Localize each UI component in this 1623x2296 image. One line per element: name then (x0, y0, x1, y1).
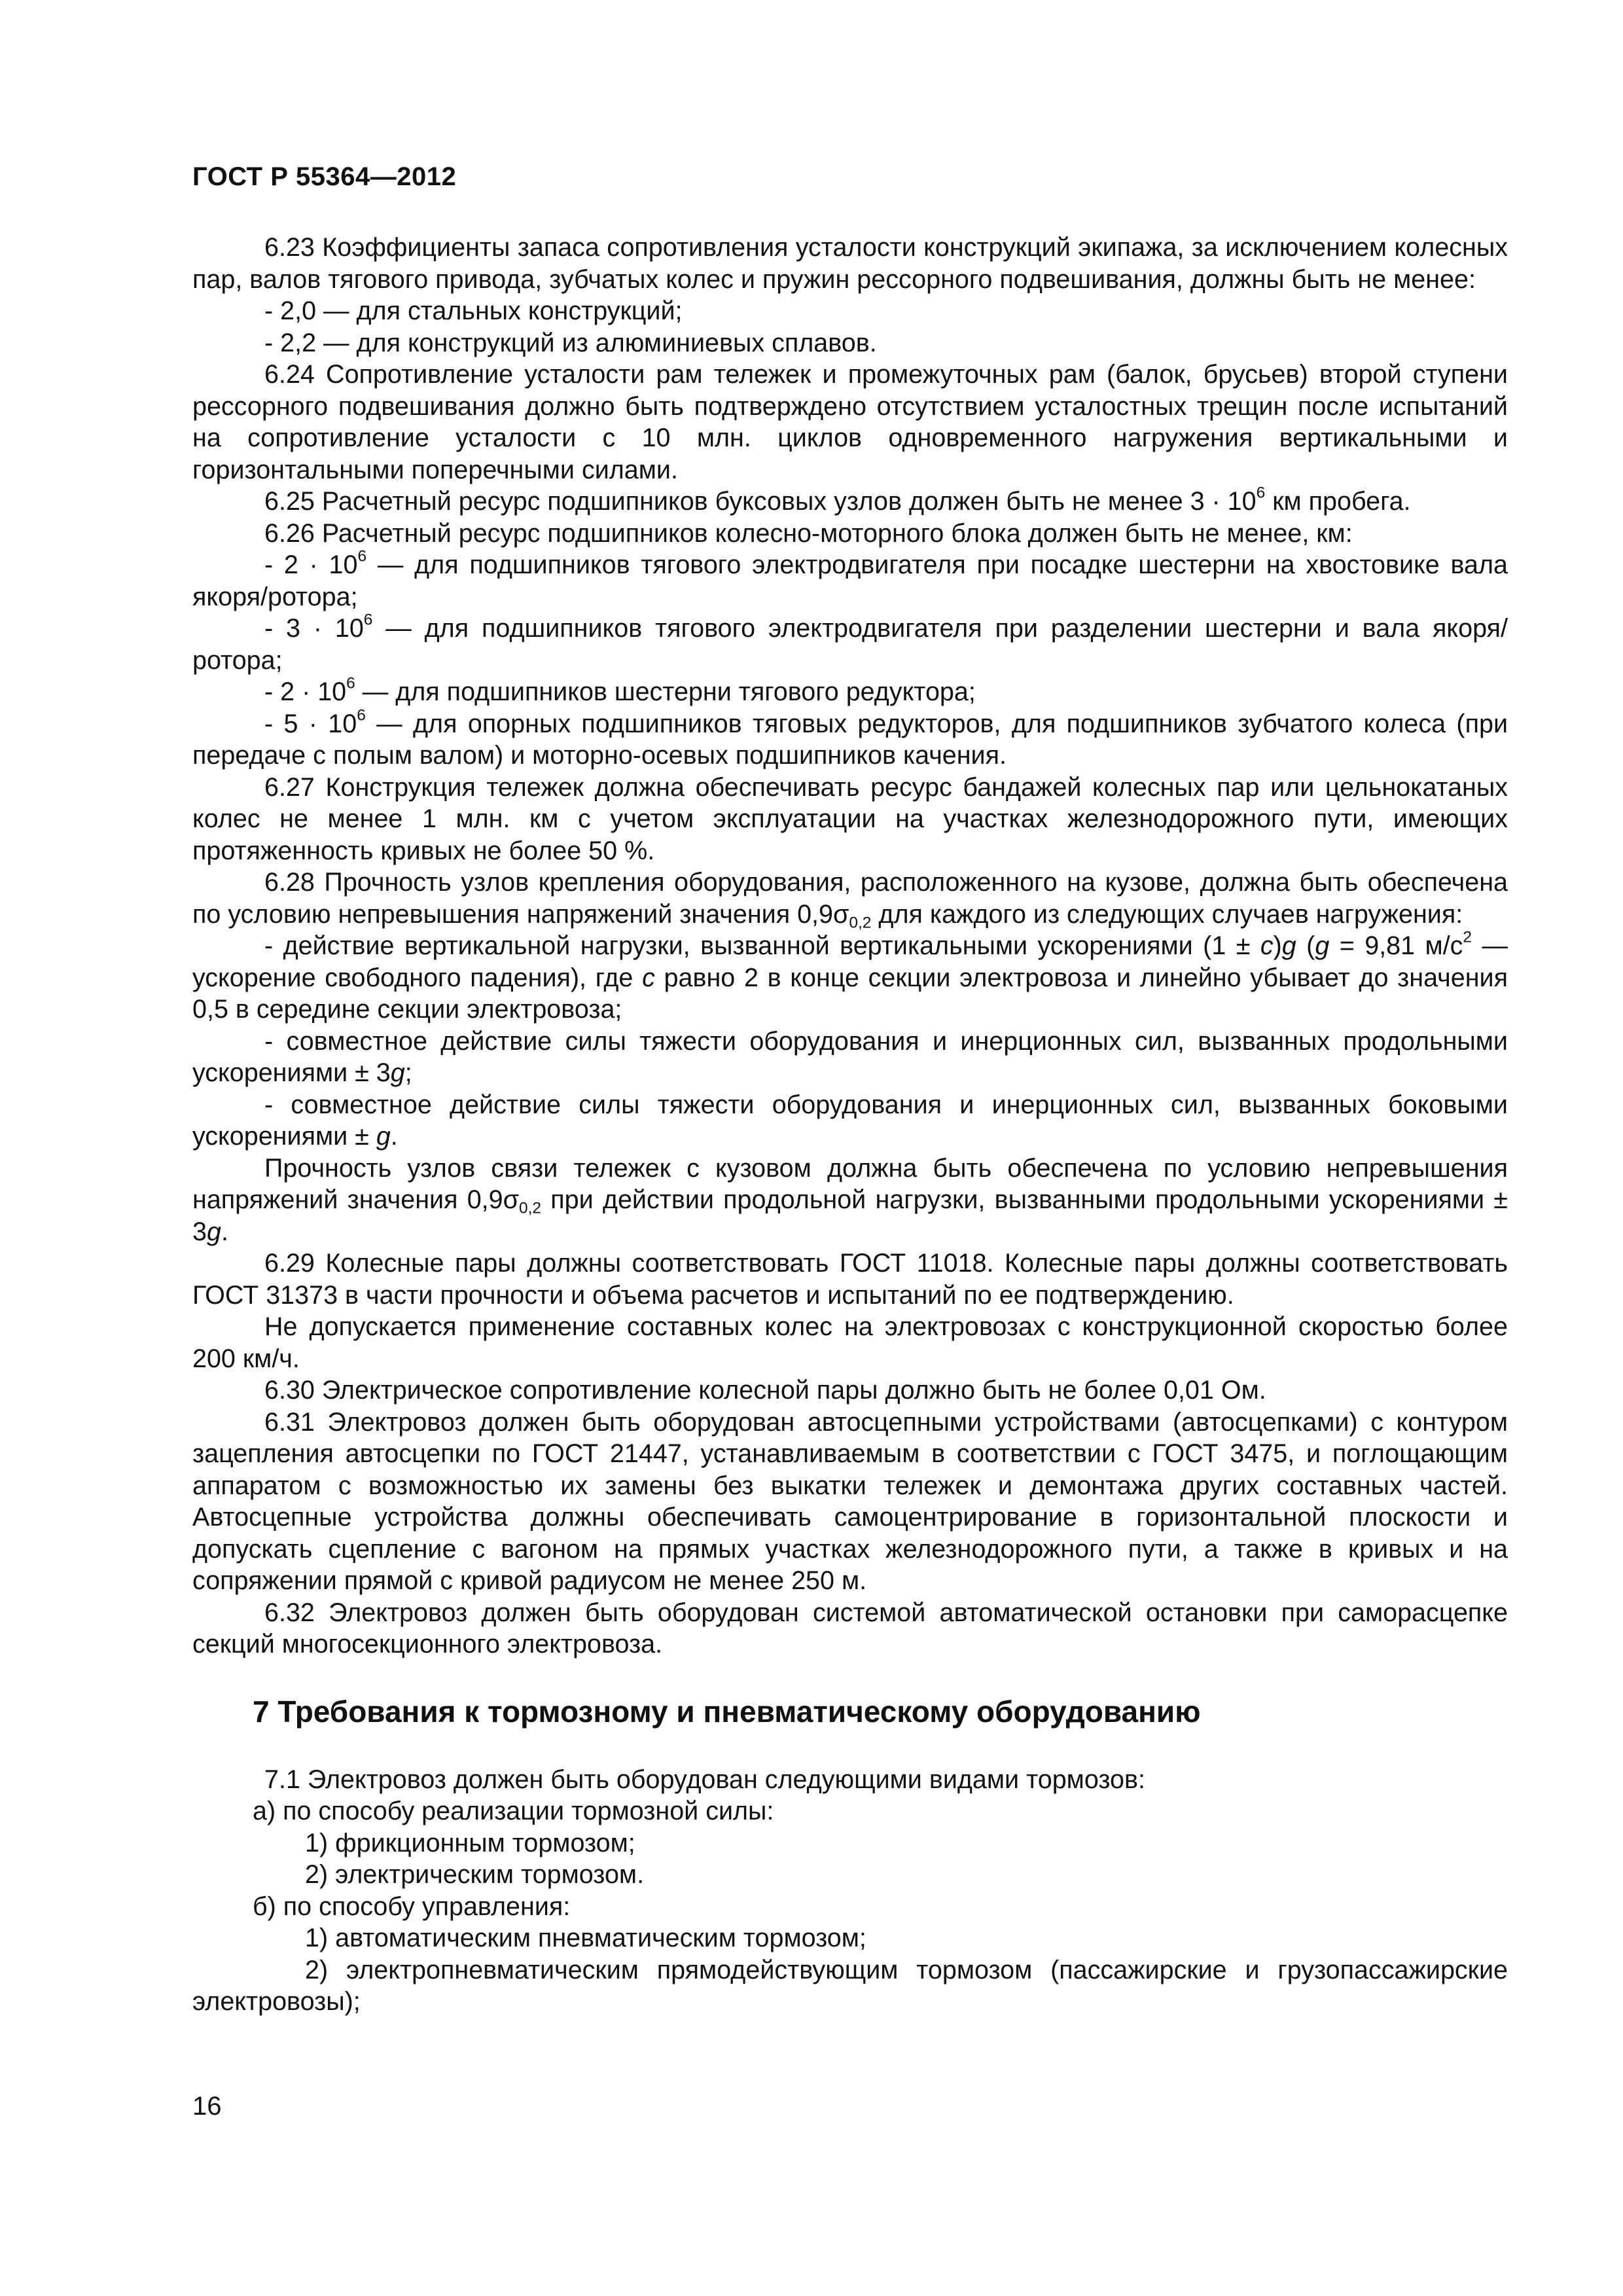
list-item: - 2,2 — для конструкций из алюминиевых сплавов. (264, 328, 877, 357)
clause-6-28: 6.28 Прочность узлов крепления оборудования, расположенного на кузове, должна быть обеспечена по условию непревышения напряжений значения $0,9\sigma_{0,2}$ для каждого из следующих случаев нагружения: (192, 868, 1508, 931)
list-item: - $5 \cdot 10^6$ — для опорных подшипников тяговых редукторов, для подшипников зубчатого колеса (при передаче с полым валом) и моторно-осевых подшипников качения. (192, 706, 1508, 770)
clause-6-24: 6.24 Сопротивление усталости рам тележек и промежуточных рам (балок, брусьев) второй ступени рессорного подвешивания должно быть подтверждено отсутствием усталостных трещин после испытаний на сопротивление усталости с 10 млн. циклов одновременного нагружения вертикальными и горизонтальными поперечными силами. (192, 360, 1508, 484)
clause-6-31: 6.31 Электровоз должен быть оборудован автосцепными устройствами (автосцепками) с контуром зацепления автосцепки по ГОСТ 21447, устанавливаемым в соответствии с ГОСТ 3475, и поглощающим аппаратом с возможностью их замены без выкатки тележек и демонтажа других составных частей. Автосцепные устройства должны обеспечивать самоцентрирование в горизонтальной плоскости и допускать сцепление с вагоном на прямых участках железнодорожного пути, а также в кривых и на сопряжении прямой с кривой радиусом не менее 250 м. (192, 1407, 1508, 1595)
page-number: 16 (192, 2092, 222, 2121)
document-header: ГОСТ Р 55364—2012 (192, 162, 457, 191)
list-item: 1) фрикционным тормозом; (305, 1828, 635, 1857)
clause-6-25: 6.25 Расчетный ресурс подшипников буксовых узлов должен быть не менее $3 \cdot 10^6$ км пробега. (264, 484, 1411, 516)
clause-6-23: 6.23 Коэффициенты запаса сопротивления усталости конструкций экипажа, за исключением колесных пар, валов тягового привода, зубчатых колес и пружин рессорного подвешивания, должны быть не менее: (192, 233, 1508, 294)
list-item: 1) автоматическим пневматическим тормозом; (305, 1924, 866, 1952)
document-body (192, 232, 1508, 2018)
clause-6-29: 6.29 Колесные пары должны соответствовать ГОСТ 11018. Колесные пары должны соответствовать ГОСТ 31373 в части прочности и объема расчетов и испытаний по ее подтверждению. (192, 1249, 1508, 1310)
list-item: 2) электрическим тормозом. (305, 1860, 645, 1889)
list-item: - совместное действие силы тяжести оборудования и инерционных сил, вызванных боковыми ускорениями ± g. (192, 1090, 1508, 1151)
clause-6-26: 6.26 Расчетный ресурс подшипников колесно-моторного блока должен быть не менее, км: (264, 518, 1353, 548)
list-item: - действие вертикальной нагрузки, вызванной вертикальными ускорениями (1 ± c)g (g = 9,81 $м/с^2$ — ускорение свободного падения), где c равно 2 в конце секции электровоза и линейно убывает до значения 0,5 в середине секции электровоза; (192, 928, 1508, 1024)
list-item: - $2 \cdot 10^6$ — для подшипников шестерни тягового редуктора; (264, 674, 976, 706)
clause-6-27: 6.27 Конструкция тележек должна обеспечивать ресурс бандажей колесных пар или цельнокатаных колес не менее 1 млн. км с учетом эксплуатации на участках железнодорожного пути, имеющих протяженность кривых не более 50 %. (192, 772, 1508, 865)
list-item: - $3 \cdot 10^6$ — для подшипников тягового электродвигателя при разделении шестерни и вала якоря/ротора; (192, 611, 1508, 675)
paragraph: Прочность узлов связи тележек с кузовом должна быть обеспечена по условию непревышения напряжений значения $0,9\sigma_{0,2}$ при действии продольной нагрузки, вызванными продольными ускорениями ± 3g. (192, 1153, 1508, 1246)
section-heading: 7 Требования к тормозному и пневматическому оборудованию (253, 1694, 1201, 1729)
list-item: - $2 \cdot 10^6$ — для подшипников тягового электродвигателя при посадке шестерни на хвостовике вала якоря/ротора; (192, 547, 1508, 611)
clause-7-1: 7.1 Электровоз должен быть оборудован следующими видами тормозов: (264, 1765, 1145, 1794)
clause-6-30: 6.30 Электрическое сопротивление колесной пары должно быть не более 0,01 Ом. (264, 1376, 1266, 1405)
list-item: б) по способу управления: (253, 1892, 571, 1921)
paragraph: Не допускается применение составных колес на электровозах с конструкционной скоростью более 200 км/ч. (192, 1312, 1508, 1373)
list-item: 2) электропневматическим прямодействующим тормозом (пассажирские и грузопассажирские электровозы); (192, 1955, 1508, 2016)
list-item: а) по способу реализации тормозной силы: (253, 1797, 774, 1825)
list-item: - 2,0 — для стальных конструкций; (264, 296, 683, 325)
list-item: - совместное действие силы тяжести оборудования и инерционных сил, вызванных продольными ускорениями ± 3g; (192, 1026, 1508, 1087)
clause-6-32: 6.32 Электровоз должен быть оборудован системой автоматической остановки при саморасцепке секций многосекционного электровоза. (192, 1598, 1508, 1659)
